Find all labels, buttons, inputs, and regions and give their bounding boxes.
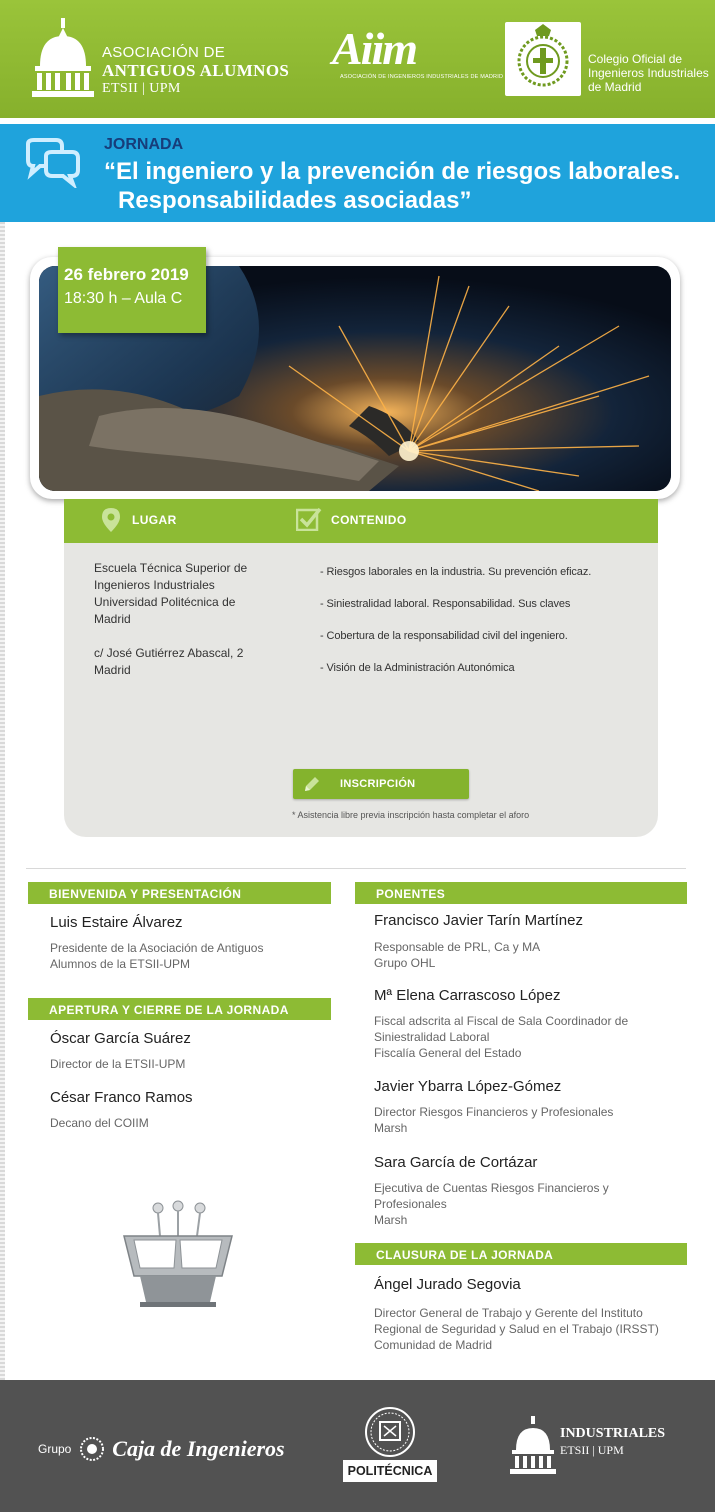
event-date: 26 febrero 2019 bbox=[64, 265, 189, 284]
side-decoration bbox=[0, 222, 5, 1380]
role-line: Director Riesgos Financieros y Profesionales bbox=[374, 1105, 614, 1119]
aiim-logo[interactable] bbox=[312, 22, 502, 97]
colegio-seal[interactable] bbox=[505, 22, 581, 96]
colegio-line2: Ingenieros Industriales bbox=[588, 66, 709, 80]
contenido-item: - Riesgos laborales en la industria. Su prevención eficaz. bbox=[320, 566, 592, 578]
footer-bar bbox=[0, 1380, 715, 1512]
industriales-text bbox=[560, 1426, 665, 1458]
colegio-line1: Colegio Oficial de bbox=[588, 52, 683, 66]
role-line: Director General de Trabajo y Gerente del Instituto bbox=[374, 1306, 643, 1320]
caja-grupo-label: Grupo bbox=[38, 1442, 72, 1456]
role-line: Fiscal adscrita al Fiscal de Sala Coordinador de bbox=[374, 1014, 629, 1028]
ponentes-heading: PONENTES bbox=[355, 882, 687, 904]
role-line: Grupo OHL bbox=[374, 956, 436, 970]
chat-bubbles-icon bbox=[22, 138, 80, 188]
upm-label: POLITÉCNICA bbox=[343, 1460, 437, 1482]
contenido-heading: CONTENIDO bbox=[331, 513, 407, 527]
apertura-speaker1-role: Director de la ETSII-UPM bbox=[50, 1057, 186, 1071]
caja-seal-icon bbox=[79, 1436, 105, 1462]
aforo-note: * Asistencia libre previa inscripción hasta completar el aforo bbox=[292, 810, 530, 820]
lugar-line1: Escuela Técnica Superior de bbox=[94, 561, 248, 575]
colegio-logo-text bbox=[588, 52, 709, 94]
clausura-speaker-role bbox=[374, 1305, 659, 1353]
ponente3-role bbox=[374, 1104, 613, 1136]
inscripcion-button[interactable] bbox=[293, 769, 469, 799]
bienvenida-heading: BIENVENIDA Y PRESENTACIÓN bbox=[28, 882, 331, 904]
lugar-heading: LUGAR bbox=[132, 513, 177, 527]
info-header-bar bbox=[64, 499, 658, 543]
apertura-speaker1-name: Óscar García Suárez bbox=[50, 1030, 191, 1047]
apertura-speaker2-name: César Franco Ramos bbox=[50, 1089, 193, 1106]
contenido-list bbox=[320, 566, 591, 694]
role-line: Ejecutiva de Cuentas Riesgos Financieros y bbox=[374, 1181, 609, 1195]
podium-microphones-icon bbox=[120, 1198, 236, 1310]
colegio-seal-icon bbox=[505, 22, 581, 96]
ponente3-name: Javier Ybarra López-Gómez bbox=[374, 1078, 562, 1095]
clausura-speaker-name: Ángel Jurado Segovia bbox=[374, 1276, 521, 1293]
colegio-line3: de Madrid bbox=[588, 80, 642, 94]
role-line: Fiscalía General del Estado bbox=[374, 1046, 522, 1060]
banner-kicker: JORNADA bbox=[104, 136, 184, 153]
caja-name: Caja de Ingenieros bbox=[112, 1436, 285, 1461]
upm-logo[interactable] bbox=[340, 1404, 440, 1488]
lugar-line4: Madrid bbox=[94, 612, 131, 626]
industriales-line2: ETSII | UPM bbox=[560, 1443, 624, 1457]
upm-seal-icon bbox=[340, 1404, 440, 1460]
ponente4-name: Sara García de Cortázar bbox=[374, 1154, 538, 1171]
lugar-address2: Madrid bbox=[94, 663, 131, 677]
asociacion-line3: ETSII | UPM bbox=[102, 81, 181, 96]
role-line: Comunidad de Madrid bbox=[374, 1338, 493, 1352]
ponente2-role bbox=[374, 1013, 628, 1061]
lugar-line2: Ingenieros Industriales bbox=[94, 578, 215, 592]
caja-ingenieros-logo[interactable] bbox=[38, 1436, 285, 1462]
apertura-heading: APERTURA Y CIERRE DE LA JORNADA bbox=[28, 998, 331, 1020]
lugar-details bbox=[94, 560, 274, 696]
bienvenida-speaker-role bbox=[50, 940, 263, 972]
section-divider bbox=[26, 868, 686, 869]
header-bar bbox=[0, 0, 715, 118]
aiim-mark: Aiim bbox=[332, 23, 417, 74]
asociacion-logo-text bbox=[102, 44, 289, 97]
page-title bbox=[104, 157, 709, 215]
contenido-item: - Visión de la Administración Autonómica bbox=[320, 662, 515, 674]
role-line: Siniestralidad Laboral bbox=[374, 1030, 490, 1044]
industriales-line1: INDUSTRIALES bbox=[560, 1426, 666, 1441]
role-line: Regional de Seguridad y Salud en el Trabajo (IRSST) bbox=[374, 1322, 659, 1336]
role-line: Responsable de PRL, Ca y MA bbox=[374, 940, 541, 954]
lugar-line3: Universidad Politécnica de bbox=[94, 595, 236, 609]
asociacion-line2: ANTIGUOS ALUMNOS bbox=[102, 61, 290, 80]
ponente2-name: Mª Elena Carrascoso López bbox=[374, 987, 561, 1004]
checkbox-check-icon bbox=[296, 507, 322, 531]
role-line: Marsh bbox=[374, 1121, 408, 1135]
role-line: Alumnos de la ETSII-UPM bbox=[50, 957, 191, 971]
role-line: Profesionales bbox=[374, 1197, 447, 1211]
asociacion-logo[interactable] bbox=[32, 18, 292, 103]
asociacion-line1: ASOCIACIÓN DE bbox=[102, 44, 226, 61]
event-time-place: 18:30 h – Aula C bbox=[64, 290, 183, 307]
dome-icon bbox=[510, 1416, 556, 1474]
ponente1-name: Francisco Javier Tarín Martínez bbox=[374, 912, 583, 929]
lugar-institution bbox=[94, 560, 274, 628]
clausura-heading: CLAUSURA DE LA JORNADA bbox=[355, 1243, 687, 1265]
role-line: Marsh bbox=[374, 1213, 408, 1227]
dome-icon bbox=[32, 18, 94, 98]
role-line: Presidente de la Asociación de Antiguos bbox=[50, 941, 264, 955]
industriales-logo[interactable] bbox=[510, 1416, 680, 1476]
location-pin-icon bbox=[101, 507, 121, 533]
aiim-subtitle: ASOCIACIÓN DE INGENIEROS INDUSTRIALES DE MADRID bbox=[340, 74, 504, 80]
pencil-icon bbox=[303, 775, 321, 793]
title-line2: Responsabilidades asociadas” bbox=[118, 187, 472, 214]
apertura-speaker2-role: Decano del COIIM bbox=[50, 1116, 149, 1130]
title-banner bbox=[0, 124, 715, 222]
lugar-address1: c/ José Gutiérrez Abascal, 2 bbox=[94, 646, 244, 660]
ponente1-role bbox=[374, 939, 540, 971]
bienvenida-speaker-name: Luis Estaire Álvarez bbox=[50, 914, 183, 931]
title-line1: “El ingeniero y la prevención de riesgos laborales. bbox=[104, 158, 681, 185]
inscripcion-label: INSCRIPCIÓN bbox=[340, 778, 416, 790]
lugar-address bbox=[94, 645, 274, 679]
contenido-item: - Siniestralidad laboral. Responsabilidad. Sus claves bbox=[320, 598, 571, 610]
contenido-item: - Cobertura de la responsabilidad civil del ingeniero. bbox=[320, 630, 568, 642]
ponente4-role bbox=[374, 1180, 609, 1228]
date-badge bbox=[58, 247, 206, 333]
